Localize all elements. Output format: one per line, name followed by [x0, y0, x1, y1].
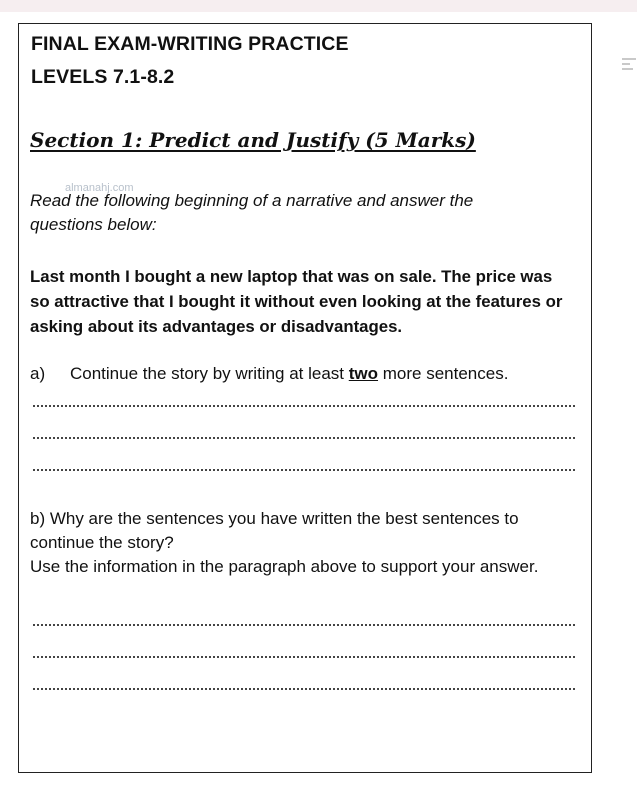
question-b-prompt: b) Why are the sentences you have written the best sentences to continue the story? [30, 509, 519, 552]
worksheet-levels: LEVELS 7.1-8.2 [31, 66, 175, 88]
question-b [30, 507, 580, 579]
page-top-band [0, 0, 637, 12]
answer-line-b3[interactable] [33, 688, 575, 690]
question-a-emphasis: two [348, 364, 379, 383]
question-b-support: Use the information in the paragraph above to support your answer. [30, 557, 539, 576]
question-a-text-after: more sentences. [378, 364, 509, 383]
answer-line-a1[interactable] [33, 405, 575, 407]
side-page-thumbnail [622, 58, 636, 98]
narrative-passage: Last month I bought a new laptop that was on sale. The price was so attractive that I bought it without even looking at the features or asking about its advantages or disadvantages. [30, 267, 563, 336]
worksheet-title: FINAL EXAM-WRITING PRACTICE [31, 33, 349, 55]
question-a-text-before: Continue the story by writing at least [70, 364, 349, 383]
watermark-text: almanahj.com [65, 182, 134, 194]
answer-line-b1[interactable] [33, 624, 575, 626]
answer-line-a3[interactable] [33, 469, 575, 471]
instruction-text: Read the following beginning of a narrative and answer the questions below: [30, 191, 474, 234]
section-heading: Section 1: Predict and Justify (5 Marks) [30, 128, 476, 152]
question-a [30, 362, 575, 386]
worksheet-frame [18, 23, 592, 773]
answer-line-b2[interactable] [33, 656, 575, 658]
question-a-label: a) [30, 364, 46, 383]
answer-line-a2[interactable] [33, 437, 575, 439]
